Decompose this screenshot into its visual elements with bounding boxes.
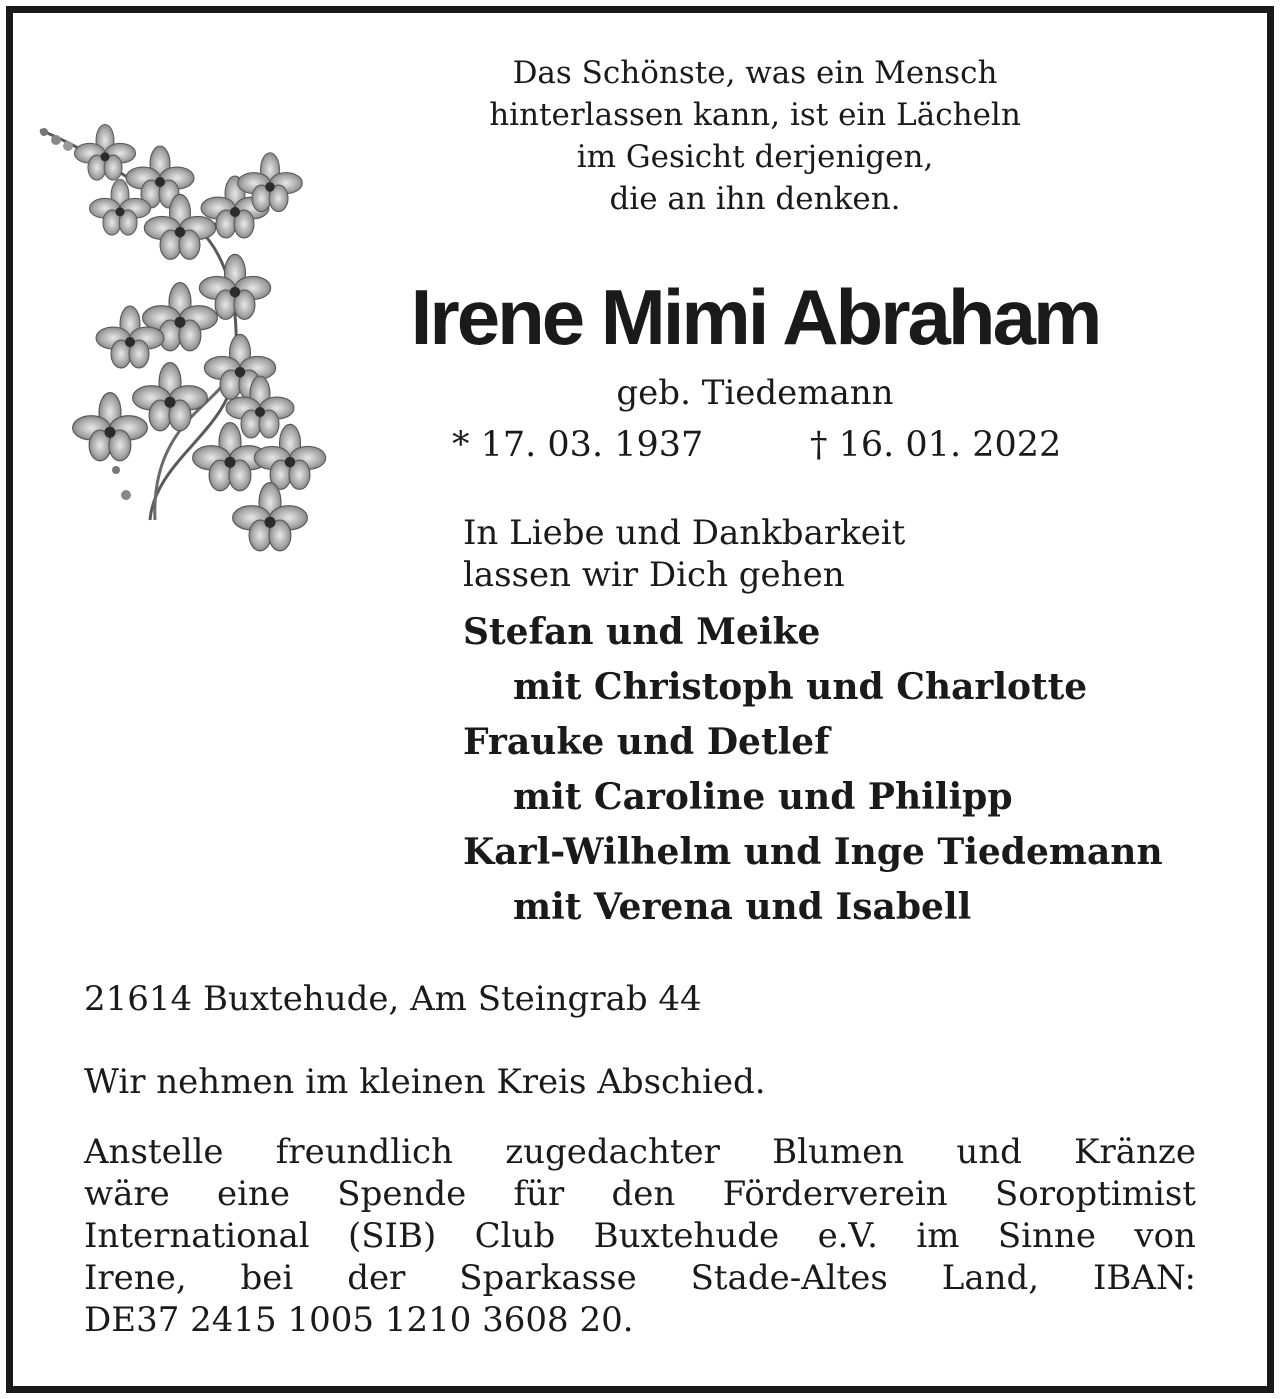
donation-word: IBAN: <box>1092 1258 1196 1298</box>
donation-word: Sparkasse <box>459 1258 637 1298</box>
donation-word: den <box>611 1174 676 1214</box>
donation-word: Land, <box>941 1258 1040 1298</box>
farewell-text <box>463 512 905 596</box>
donation-word: e.V. <box>817 1216 878 1256</box>
donation-word: (SIB) <box>348 1216 437 1256</box>
donation-word: Club <box>474 1216 556 1256</box>
donation-word: Soroptimist <box>994 1174 1196 1214</box>
donation-word: Sinne <box>997 1216 1096 1256</box>
donation-word: der <box>347 1258 406 1298</box>
birth-name: geb. Tiedemann <box>616 373 894 413</box>
donation-line: DE37 2415 1005 1210 3608 20. <box>84 1300 634 1340</box>
family-member: mit Verena und Isabell <box>513 886 972 928</box>
donation-word: und <box>956 1132 1022 1172</box>
donation-line <box>84 1131 1196 1173</box>
donation-word: Spende <box>337 1174 467 1214</box>
deceased-name: Irene Mimi Abraham <box>410 273 1100 361</box>
family-member: Stefan und Meike <box>463 611 821 653</box>
donation-note <box>84 1131 1196 1341</box>
quote-line: Das Schönste, was ein Mensch <box>512 55 998 91</box>
donation-word: Blumen <box>772 1132 905 1172</box>
donation-word: im <box>916 1216 960 1256</box>
donation-word: Buxtehude <box>593 1216 780 1256</box>
family-member: mit Caroline und Philipp <box>513 776 1013 818</box>
farewell-line: lassen wir Dich gehen <box>463 555 845 595</box>
family-member: Frauke und Detlef <box>463 721 830 763</box>
donation-word: eine <box>217 1174 291 1214</box>
donation-word: Förderverein <box>722 1174 948 1214</box>
donation-word: Kränze <box>1074 1132 1196 1172</box>
service-note: Wir nehmen im kleinen Kreis Abschied. <box>84 1062 766 1102</box>
farewell-line: In Liebe und Dankbarkeit <box>463 513 906 553</box>
memorial-quote <box>430 52 1080 220</box>
family-member: mit Christoph und Charlotte <box>513 666 1088 708</box>
quote-line: die an ihn denken. <box>609 181 901 217</box>
donation-word: von <box>1134 1216 1196 1256</box>
quote-line: hinterlassen kann, ist ein Lächeln <box>489 97 1021 133</box>
donation-line <box>84 1173 1196 1215</box>
donation-word: für <box>513 1174 565 1214</box>
address: 21614 Buxtehude, Am Steingrab 44 <box>84 979 702 1019</box>
quote-line: im Gesicht derjenigen, <box>576 139 934 175</box>
donation-word: wäre <box>84 1174 170 1214</box>
donation-word: International <box>84 1216 310 1256</box>
donation-word: bei <box>240 1258 294 1298</box>
donation-word: Irene, <box>84 1258 187 1298</box>
donation-word: freundlich <box>275 1132 453 1172</box>
death-date: † 16. 01. 2022 <box>810 425 1062 465</box>
family-member: Karl-Wilhelm und Inge Tiedemann <box>463 831 1163 873</box>
donation-line <box>84 1215 1196 1257</box>
donation-word: Stade-Altes <box>690 1258 888 1298</box>
family-list <box>463 605 1163 935</box>
donation-line <box>84 1257 1196 1299</box>
birth-date: * 17. 03. 1937 <box>452 425 704 465</box>
donation-word: zugedachter <box>505 1132 720 1172</box>
donation-word: Anstelle <box>84 1132 224 1172</box>
